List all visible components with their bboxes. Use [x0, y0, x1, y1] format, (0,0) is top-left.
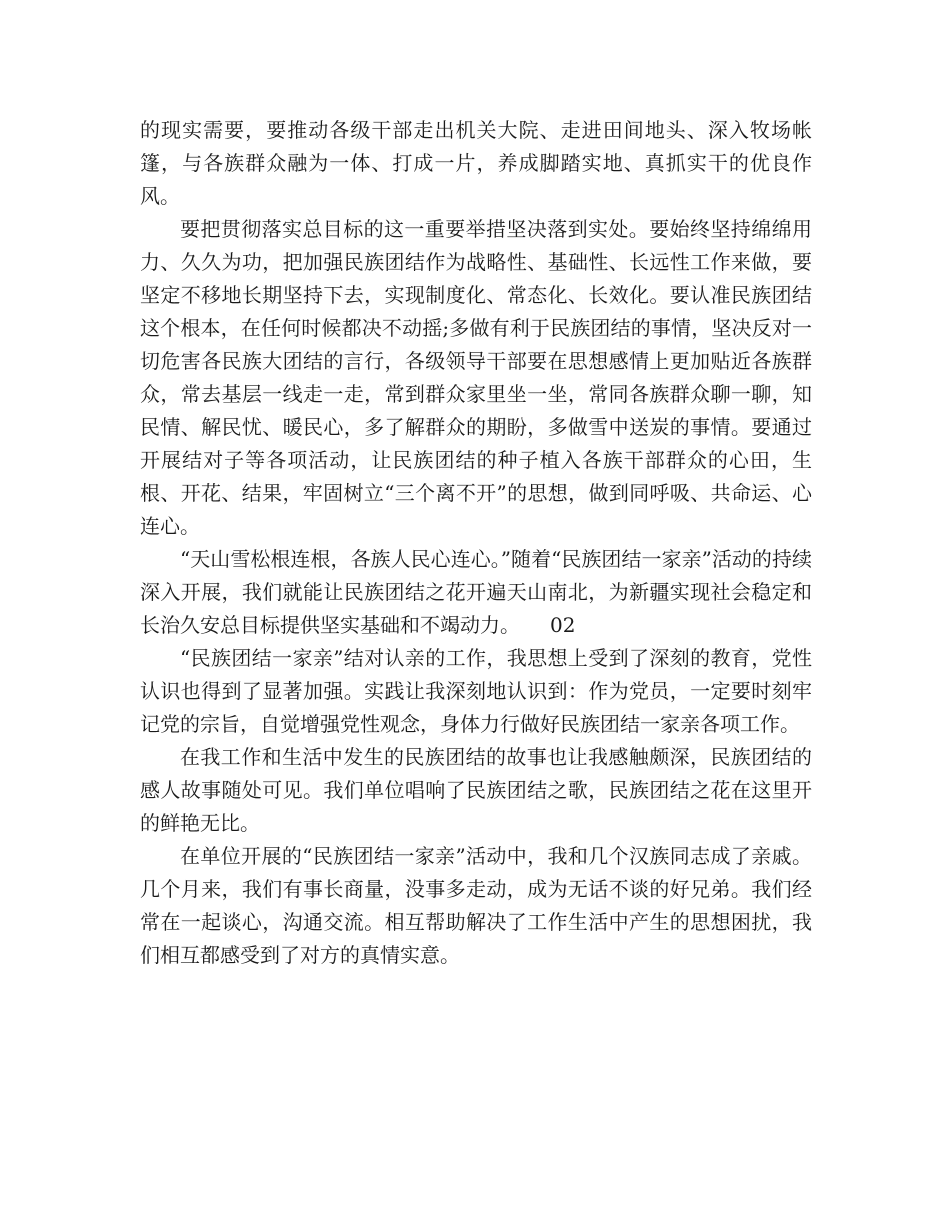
- paragraph-2: 要把贯彻落实总目标的这一重要举措坚决落到实处。要始终坚持绵绵用力、久久为功，把加强民族团结作为战略性、基础性、长远性工作来做，要坚定不移地长期坚持下去，实现制度化、常态化、长效化。要认准民族团结这个根本，在任何时候都决不动摇;多做有利于民族团结的事情，坚决反对一切危害各民族大团结的言行，各级领导干部要在思想感情上更加贴近各族群众，常去基层一线走一走，常到群众家里坐一坐，常同各族群众聊一聊，知民情、解民忧、暖民心，多了解群众的期盼，多做雪中送炭的事情。要通过开展结对子等各项活动，让民族团结的种子植入各族干部群众的心田，生根、开花、结果，牢固树立“三个离不开”的思想，做到同呼吸、共命运、心连心。: [140, 217, 812, 538]
- paragraph-1: 的现实需要，要推动各级干部走出机关大院、走进田间地头、深入牧场帐篷，与各族群众融为一体、打成一片，养成脚踏实地、真抓实干的优良作风。: [140, 118, 812, 208]
- document-page: [140, 114, 812, 972]
- paragraph-5: 在我工作和生活中发生的民族团结的故事也让我感触颇深，民族团结的感人故事随处可见。我们单位唱响了民族团结之歌，民族团结之花在这里开的鲜艳无比。: [140, 745, 812, 835]
- paragraph-6: 在单位开展的“民族团结一家亲”活动中，我和几个汉族同志成了亲戚。几个月来，我们有事长商量，没事多走动，成为无话不谈的好兄弟。我们经常在一起谈心，沟通交流。相互帮助解决了工作生活中产生的思想困扰，我们相互都感受到了对方的真情实意。: [140, 844, 812, 967]
- paragraph-3: “天山雪松根连根，各族人民心连心。”随着“民族团结一家亲”活动的持续深入开展，我们就能让民族团结之花开遍天山南北，为新疆实现社会稳定和长治久安总目标提供坚实基础和不竭动力。 02: [140, 547, 812, 637]
- paragraph-4: “民族团结一家亲”结对认亲的工作，我思想上受到了深刻的教育，党性认识也得到了显著加强。实践让我深刻地认识到：作为党员，一定要时刻牢记党的宗旨，自觉增强党性观念，身体力行做好民族团结一家亲各项工作。: [140, 646, 812, 736]
